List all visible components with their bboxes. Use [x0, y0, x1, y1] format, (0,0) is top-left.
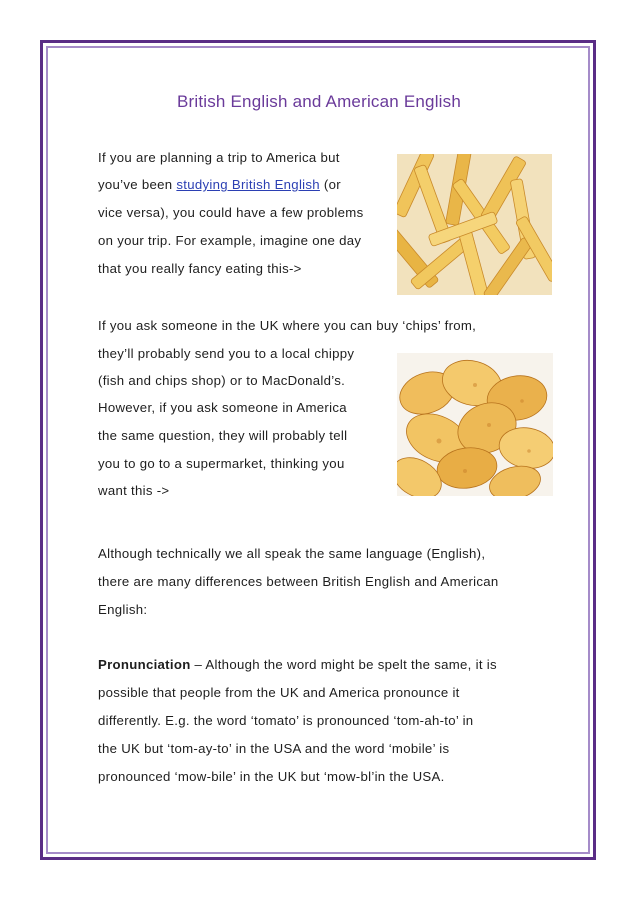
potato-crisps-image: [397, 353, 553, 496]
para1-line3: vice versa), you could have a few problems: [98, 205, 364, 220]
para1-line1: If you are planning a trip to America but: [98, 150, 340, 165]
para4-line1: [98, 657, 497, 672]
para4-line4: the UK but ‘tom-ay-to’ in the USA and the word ‘mobile’ is: [98, 741, 450, 756]
para2-line2: they’ll probably send you to a local chippy: [98, 346, 355, 361]
para2-line3: (fish and chips shop) or to MacDonald’s.: [98, 373, 346, 388]
para1-line2-pre: you’ve been: [98, 177, 177, 192]
para1-line2: [98, 177, 341, 192]
para1-line4: on your trip. For example, imagine one day: [98, 233, 362, 248]
french-fries-image: [397, 154, 552, 295]
para2-line5: the same question, they will probably tell: [98, 428, 348, 443]
para2-line1: If you ask someone in the UK where you can buy ‘chips’ from,: [98, 318, 477, 333]
para2-line6: you to go to a supermarket, thinking you: [98, 456, 345, 471]
para2-line4: However, if you ask someone in America: [98, 400, 347, 415]
pronunciation-heading: Pronunciation: [98, 657, 191, 672]
para4-line2: possible that people from the UK and America pronounce it: [98, 685, 460, 700]
para3-line1: Although technically we all speak the same language (English),: [98, 546, 486, 561]
para3-line3: English:: [98, 602, 148, 617]
document-title: British English and American English: [176, 92, 462, 111]
para4-line5: pronounced ‘mow-bile’ in the UK but ‘mow-bl’in the USA.: [98, 769, 445, 784]
studying-british-english-link[interactable]: studying British English: [176, 177, 320, 192]
para1-line5: that you really fancy eating this->: [98, 261, 302, 276]
para1-line2-post: (or: [319, 177, 341, 192]
para4-line3: differently. E.g. the word ‘tomato’ is pronounced ‘tom-ah-to’ in: [98, 713, 474, 728]
para3-line2: there are many differences between British English and American: [98, 574, 499, 589]
para2-line7: want this ->: [98, 483, 170, 498]
para4-line1-rest: – Although the word might be spelt the same, it is: [190, 657, 497, 672]
